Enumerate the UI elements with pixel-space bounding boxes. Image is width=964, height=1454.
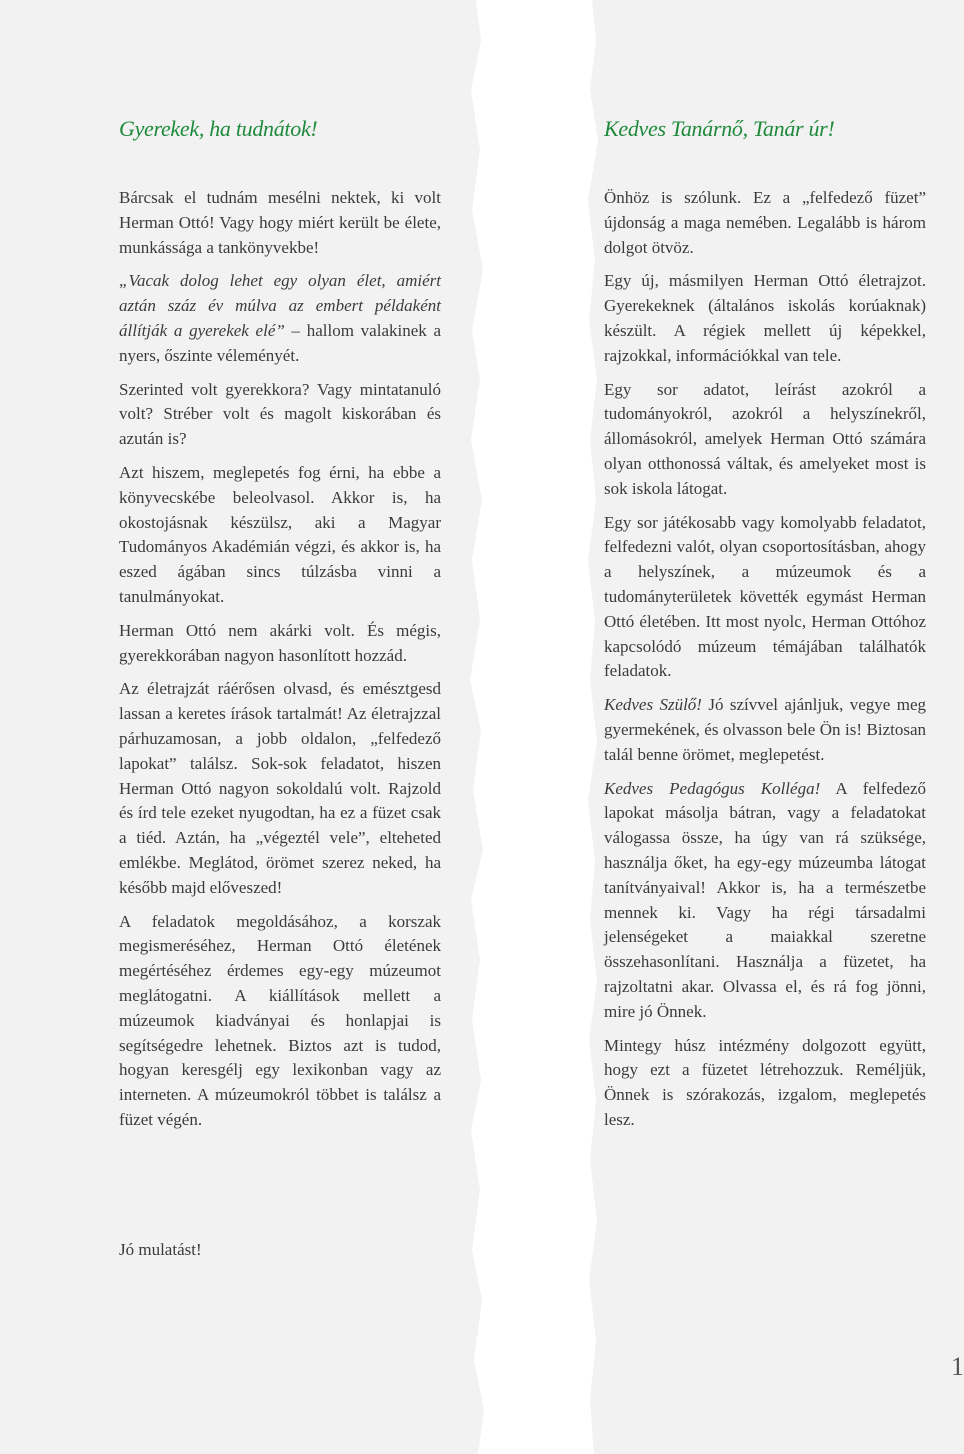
- paragraph-text: A feladatok megoldásához, a korszak megismeréséhez, Herman Ottó életének megértéséhez érdemes egy-egy múzeumot meglátogatni. A kiállítások mellett a múzeumok kiadványai és honlapjai is segítségedre lehetnek. Biztos azt is tudod, hogyan keresgélj egy lexikonban vagy az interneten. A múzeumokról többet is találsz a füzet végén.: [119, 911, 441, 1129]
- paragraph-text: Az életrajzát ráérősen olvasd, és emésztgesd lassan a keretes írások tartalmát! Az életrajzzal párhuzamosan, a jobb oldalon, „felfedező lapokat” találsz. Sok-sok feladatot, hiszen Herman Ottó nagyon sokoldalú volt. Rajzold és írd tele ezeket nyugodtan, ha ez a füzet csak a tiéd. Aztán, ha „végeztél vele”, elteheted emlékbe. Meglátod, örömet szerez neked, ha később majd előveszed!: [119, 679, 441, 897]
- paragraph-text: Egy sor adatot, leírást azokról a tudományokról, azokról a helyszínekről, állomásokról, amelyek Herman Ottó számára olyan otthonossá váltak, és amelyeket most is sok iskola látogat.: [604, 379, 926, 498]
- paragraph-text: Bárcsak el tudnám mesélni nektek, ki volt Herman Ottó! Vagy hogy miért került be élete, munkássága a tankönyvekbe!: [119, 188, 441, 257]
- paragraph-text: – hallom valakinek a nyers, őszinte véleményét.: [119, 320, 442, 365]
- paragraph-text: Szerinted volt gyerekkora? Vagy mintatanuló volt? Stréber volt és magolt kiskorában és azután is?: [119, 379, 441, 449]
- paragraph-text: Herman Ottó nem akárki volt. És mégis, gyerekkorában nagyon hasonlított hozzád.: [119, 620, 441, 665]
- right-paragraph: [604, 186, 926, 260]
- right-paragraph: [604, 378, 926, 502]
- paragraph-text: Azt hiszem, meglepetés fog érni, ha ebbe a könyvecskébe beleolvasol. Akkor is, ha okostojásnak készülsz, aki a Magyar Tudományos Akadémián végzi, és akkor is, ha eszed ágában sincs túlzásba vinni a tanulmányokat.: [119, 462, 441, 606]
- left-paragraph: [119, 378, 441, 452]
- italic-text: Kedves Szülő!: [604, 695, 702, 715]
- italic-text: Kedves Pedagógus Kolléga!: [604, 778, 821, 798]
- paragraph-text: Önhöz is szólunk. Ez a „felfedező füzet” újdonság a maga nemében. Legalább is három dolgot ötvöz.: [604, 188, 926, 257]
- left-paragraph: [119, 461, 441, 610]
- right-paragraph: [604, 693, 926, 767]
- left-paragraph: [119, 677, 441, 900]
- paragraph-text: Egy sor játékosabb vagy komolyabb feladatot, felfedezni valót, olyan csoportosításban, ahogy a helyszínek, a múzeumok és a tudományterületek követték egymást Herman Ottó életében. Itt most nyolc, Herman Ottóhoz kapcsolódó múzeum témájában találhatók feladatok.: [604, 512, 926, 681]
- paragraph-text: Egy új, másmilyen Herman Ottó életrajzot. Gyerekeknek (általános iskolás korúaknak) készült. A régiek mellett új képekkel, rajzokkal, információkkal van tele.: [604, 271, 926, 365]
- right-paragraph: [604, 511, 926, 685]
- right-heading: Kedves Tanárnő, Tanár úr!: [604, 116, 835, 141]
- right-paragraph: [604, 1034, 926, 1133]
- torn-paper-shape: [470, 0, 598, 1454]
- right-body-text: [604, 186, 926, 1142]
- italic-text: „Vacak dolog lehet egy olyan élet, amiért aztán száz év múlva az embert példaként állítják a gyerekek elé”: [119, 271, 441, 340]
- left-paragraph: [119, 269, 441, 368]
- right-paragraph: [604, 777, 926, 1025]
- left-paragraph: [119, 910, 441, 1133]
- left-paragraph: [119, 186, 441, 260]
- left-paragraph: [119, 619, 441, 669]
- page-number: 1: [951, 1352, 964, 1381]
- closing-line: Jó mulatást!: [119, 1240, 202, 1259]
- paragraph-text: A felfedező lapokat másolja bátran, vagy a feladatokat válogassa össze, ha úgy van rá szüksége, használja őket, ha egy-egy múzeumba látogat tanítványaival! Akkor is, ha a természetbe mennek ki. Vagy ha régi társadalmi jelenségeket a maiakkal szeretne összehasonlítani. Használja a füzetet, ha rajzoltatni akar. Olvassa el, és rá fog jönni, mire jó Önnek.: [604, 778, 926, 1021]
- left-body-text: [119, 186, 441, 1142]
- paragraph-text: Mintegy húsz intézmény dolgozott együtt, hogy ezt a füzetet létrehozzuk. Reméljük, Önnek is szórakozás, izgalom, meglepetés lesz.: [604, 1035, 926, 1129]
- left-heading: Gyerekek, ha tudnátok!: [119, 116, 318, 141]
- right-paragraph: [604, 269, 926, 368]
- paragraph-text: Jó szívvel ajánljuk, vegye meg gyermekének, és olvasson bele Ön is! Biztosan talál benne örömet, meglepetést.: [604, 695, 926, 764]
